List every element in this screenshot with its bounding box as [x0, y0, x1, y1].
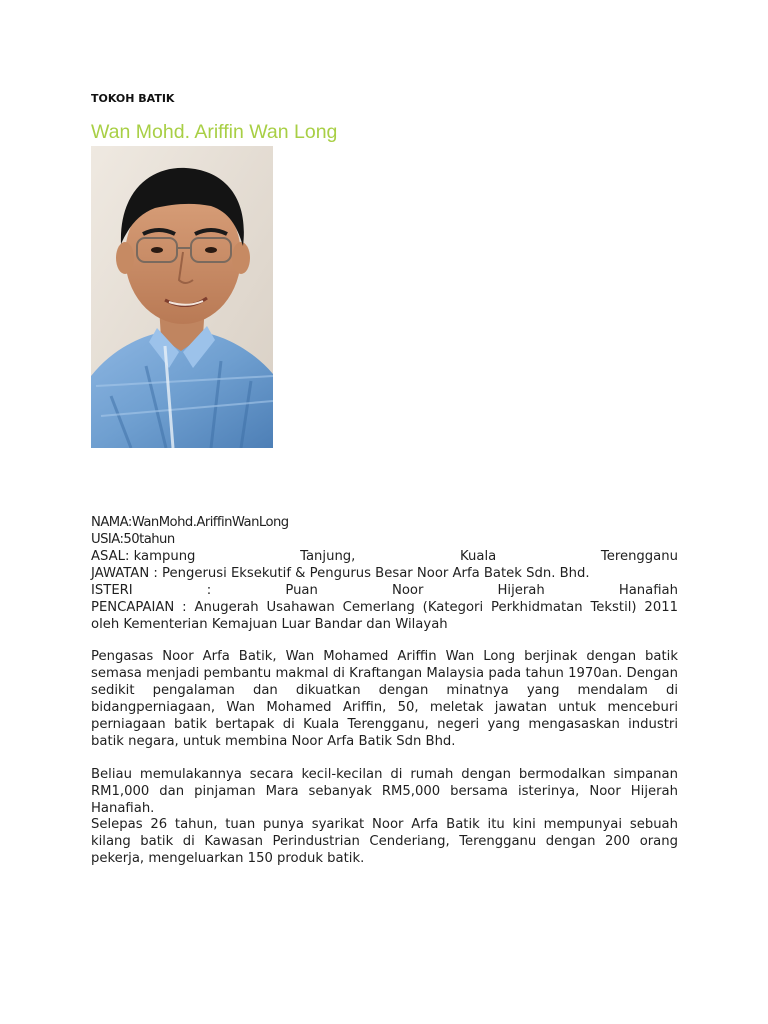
asal-word: ASAL: kampung	[91, 549, 196, 564]
section-kicker: TOKOH BATIK	[91, 92, 175, 105]
profile-nama: NAMA:WanMohd.AriffinWanLong	[91, 515, 289, 530]
asal-word: Kuala	[460, 549, 497, 564]
isteri-word: Noor	[391, 583, 424, 598]
isteri-word: Puan	[285, 583, 318, 598]
isteri-word: Hijerah	[497, 583, 545, 598]
isteri-word: ISTERI	[91, 583, 133, 598]
isteri-word: Hanafiah	[618, 583, 678, 598]
body-paragraph-2: Beliau memulakannya secara kecil-kecilan di rumah dengan bermodalkan simpanan RM1,000 dan pinjaman Mara sebanyak RM5,000 bersama isterinya, Noor Hijerah Hanafiah.	[91, 767, 678, 816]
profile-info	[91, 514, 678, 633]
portrait-photo	[91, 146, 273, 448]
isteri-word: :	[206, 583, 212, 598]
profile-isteri	[91, 582, 678, 599]
profile-pencapaian: PENCAPAIAN : Anugerah Usahawan Cemerlang (Kategori Perkhidmatan Tekstil) 2011 oleh Kementerian Kemajuan Luar Bandar dan Wilayah	[91, 600, 678, 632]
profile-usia: USIA:50tahun	[91, 532, 175, 547]
body-paragraph-3: Selepas 26 tahun, tuan punya syarikat Noor Arfa Batik itu kini mempunyai sebuah kilang batik di Kawasan Perindustrian Cenderiang, Terengganu dengan 200 orang pekerja, mengeluarkan 150 produk batik.	[91, 817, 678, 866]
asal-word: Tanjung,	[300, 549, 356, 564]
asal-word: Terengganu	[600, 549, 678, 564]
body-paragraph-1: Pengasas Noor Arfa Batik, Wan Mohamed Ariffin Wan Long berjinak dengan batik semasa menjadi pembantu makmal di Kraftangan Malaysia pada tahun 1970an. Dengan sedikit pengalaman dan dikuatkan dengan minatnya yang mendalam di bidangperniagaan, Wan Mohamed Ariffin, 50, meletak jawatan untuk menceburi perniagaan batik bertapak di Kuala Terengganu, negeri yang mengasaskan industri batik negara, untuk membina Noor Arfa Batik Sdn Bhd.	[91, 649, 678, 749]
profile-jawatan: JAWATAN : Pengerusi Eksekutif & Pengurus Besar Noor Arfa Batek Sdn. Bhd.	[91, 566, 590, 581]
page-title: Wan Mohd. Ariffin Wan Long	[91, 121, 338, 143]
profile-asal	[91, 548, 678, 565]
